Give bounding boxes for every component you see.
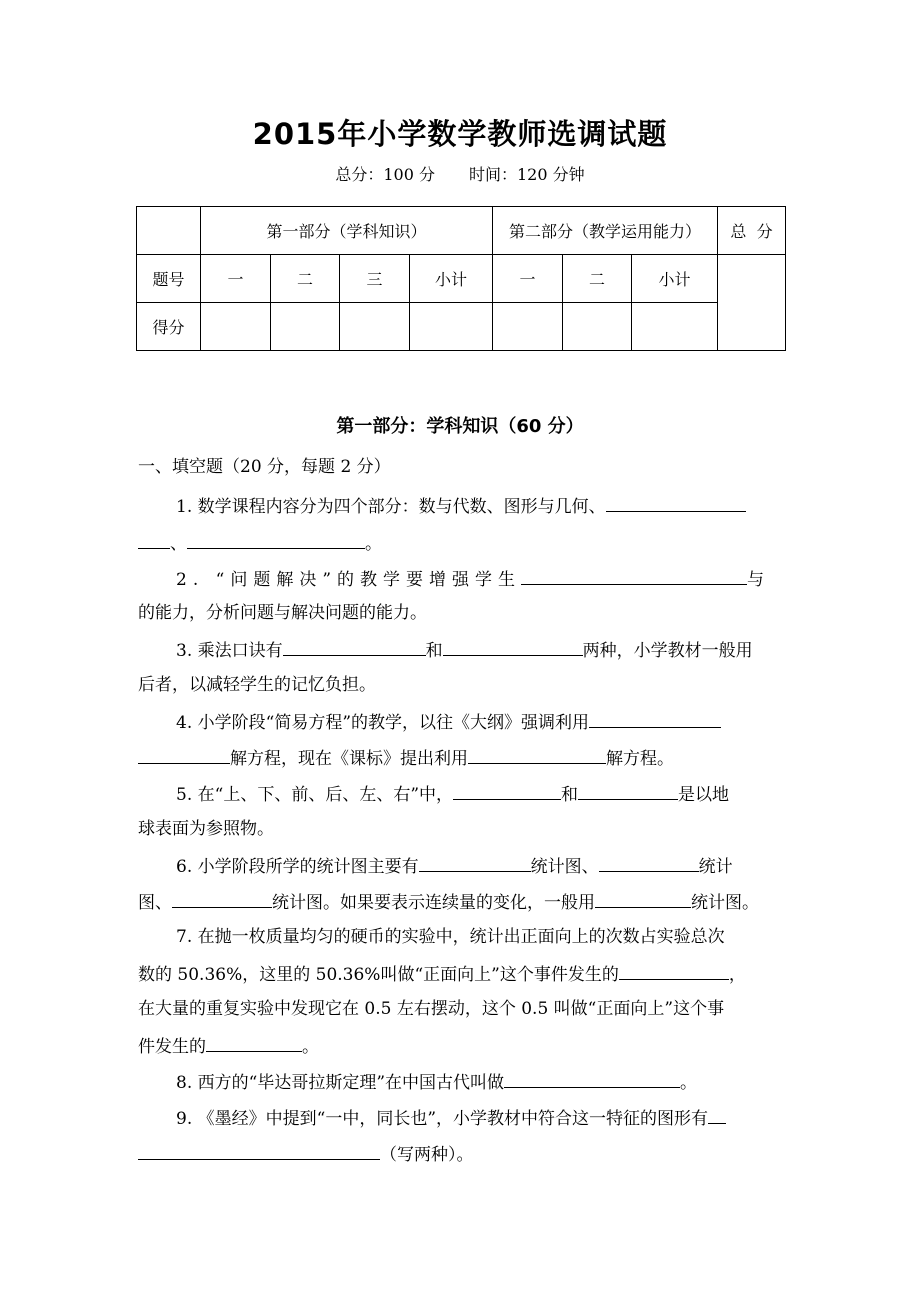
fill-in-heading: 一、填空题（20 分，每题 2 分） — [138, 457, 391, 477]
total-score-cell[interactable] — [718, 255, 786, 351]
col-p1-q3: 三 — [340, 255, 410, 303]
answer-blank[interactable] — [468, 745, 606, 764]
answer-blank[interactable] — [599, 853, 699, 872]
answer-blank[interactable] — [138, 530, 170, 549]
exam-time: 时间：120 分钟 — [469, 165, 585, 184]
col-p2-q2: 二 — [563, 255, 632, 303]
table-corner-cell — [137, 207, 201, 255]
question-8: 8. 西方的“毕达哥拉斯定理”在中国古代叫做 。 — [176, 1069, 788, 1093]
col-p1-q2: 二 — [271, 255, 340, 303]
question-7-line4: 件发生的 。 — [138, 1033, 788, 1057]
question-9: 9. 《墨经》中提到“一中，同长也”，小学教材中符合这一特征的图形有 — [176, 1105, 788, 1129]
answer-blank[interactable] — [138, 1141, 380, 1160]
question-6-cont: 图、 统计图。如果要表示连续量的变化，一般用 统计图。 — [138, 889, 788, 913]
answer-blank[interactable] — [172, 889, 272, 908]
score-cell[interactable] — [271, 303, 340, 351]
answer-blank[interactable] — [138, 745, 230, 764]
col-p2-q1: 一 — [493, 255, 563, 303]
question-4-cont: 解方程，现在《课标》提出利用 解方程。 — [138, 745, 788, 769]
question-3: 3. 乘法口诀有 和 两种，小学教材一般用 — [176, 637, 788, 661]
total-header: 总 分 — [718, 207, 786, 255]
col-p1-q1: 一 — [201, 255, 271, 303]
answer-blank[interactable] — [419, 853, 531, 872]
score-cell[interactable] — [493, 303, 563, 351]
part2-header: 第二部分（教学运用能力） — [493, 207, 718, 255]
answer-blank[interactable] — [708, 1105, 726, 1124]
answer-blank[interactable] — [453, 781, 561, 800]
question-3-cont: 后者，以减轻学生的记忆负担。 — [138, 675, 376, 695]
score-cell[interactable] — [201, 303, 271, 351]
question-2: 2. “问题解决”的教学要增强学生 与 — [176, 566, 788, 590]
score-cell[interactable] — [632, 303, 718, 351]
part1-header: 第一部分（学科知识） — [201, 207, 493, 255]
question-1: 1. 数学课程内容分为四个部分：数与代数、图形与几何、 — [176, 493, 788, 517]
page-title: 2015年小学数学教师选调试题 — [252, 117, 668, 151]
question-5-cont: 球表面为参照物。 — [138, 819, 274, 839]
score-table — [136, 206, 786, 351]
score-cell[interactable] — [563, 303, 632, 351]
question-4: 4. 小学阶段“简易方程”的教学，以往《大纲》强调利用 — [176, 709, 788, 733]
question-7-line2: 数的 50.36%，这里的 50.36%叫做“正面向上”这个事件发生的 ， — [138, 961, 788, 985]
question-6: 6. 小学阶段所学的统计图主要有 统计图、 统计 — [176, 853, 788, 877]
question-2-cont: 的能力，分析问题与解决问题的能力。 — [138, 603, 427, 623]
answer-blank[interactable] — [521, 566, 747, 585]
answer-blank[interactable] — [187, 530, 365, 549]
answer-blank[interactable] — [443, 637, 583, 656]
answer-blank[interactable] — [504, 1069, 680, 1088]
col-p2-subtotal: 小计 — [632, 255, 718, 303]
answer-blank[interactable] — [578, 781, 678, 800]
question-7-line3: 在大量的重复实验中发现它在 0.5 左右摆动，这个 0.5 叫做“正面向上”这个事 — [138, 999, 725, 1019]
answer-blank[interactable] — [283, 637, 426, 656]
answer-blank[interactable] — [589, 709, 721, 728]
answer-blank[interactable] — [606, 493, 746, 512]
answer-blank[interactable] — [206, 1033, 302, 1052]
question-9-cont: （写两种）。 — [138, 1141, 788, 1165]
exam-info — [0, 162, 920, 185]
col-p1-subtotal: 小计 — [410, 255, 493, 303]
row-label-question: 题号 — [137, 255, 201, 303]
score-cell[interactable] — [410, 303, 493, 351]
question-1-cont: 、 。 — [138, 530, 788, 554]
total-score: 总分：100 分 — [335, 165, 435, 184]
score-cell[interactable] — [340, 303, 410, 351]
answer-blank[interactable] — [595, 889, 691, 908]
question-7: 7. 在抛一枚质量均匀的硬币的实验中，统计出正面向上的次数占实验总次 — [176, 927, 725, 947]
answer-blank[interactable] — [619, 961, 729, 980]
row-label-score: 得分 — [137, 303, 201, 351]
question-5: 5. 在“上、下、前、后、左、右”中， 和 是以地 — [176, 781, 788, 805]
section-title: 第一部分：学科知识（60 分） — [336, 416, 584, 437]
